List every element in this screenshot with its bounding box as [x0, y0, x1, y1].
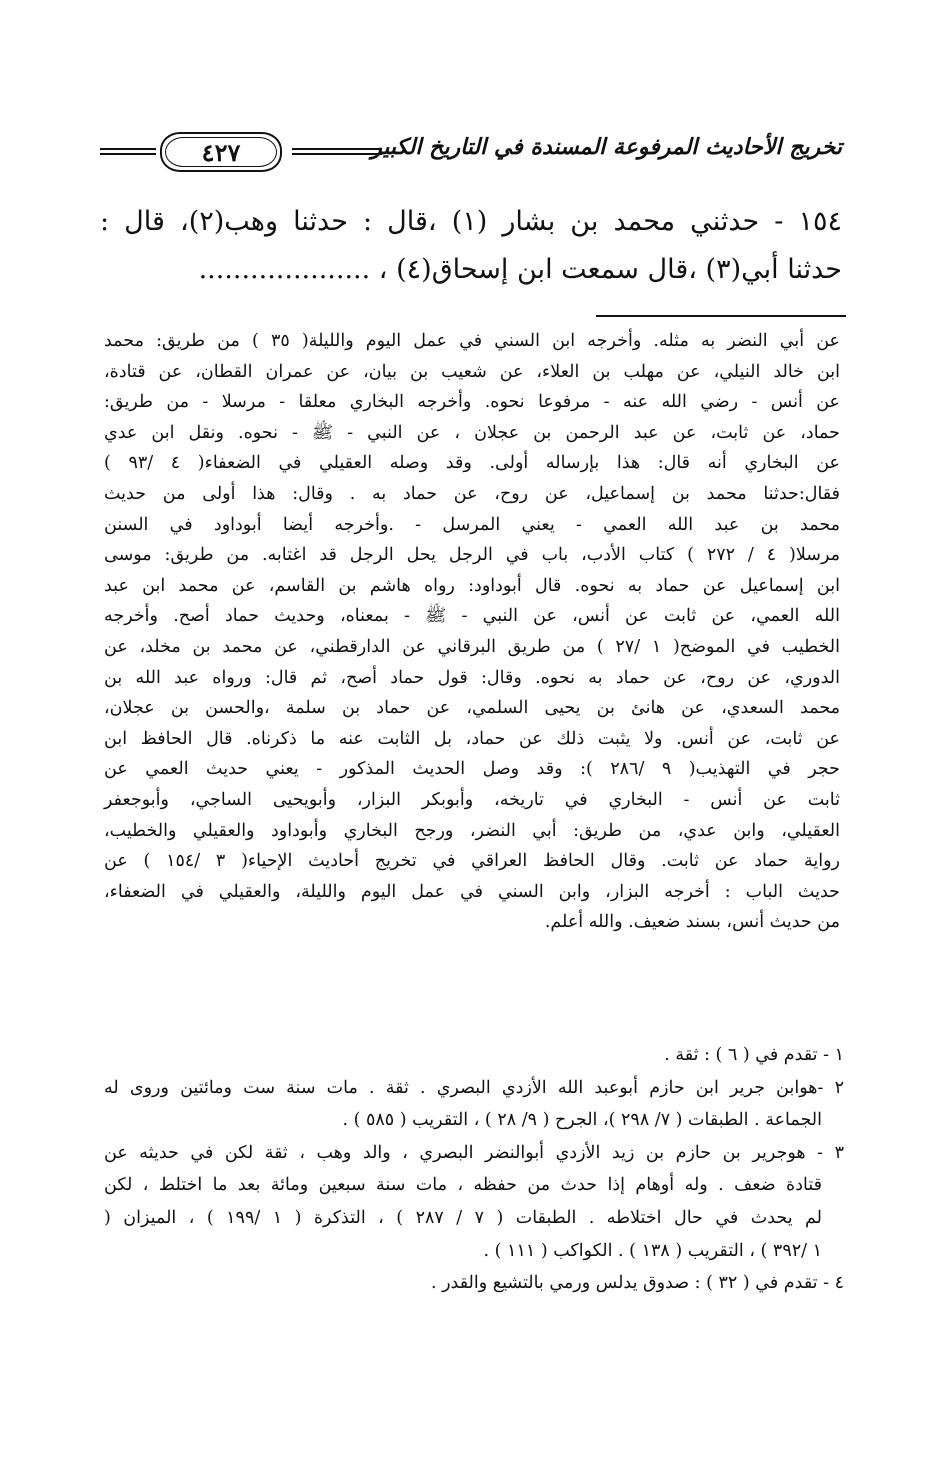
footnote-4 [104, 1267, 844, 1300]
footnote-line: الجماعة . الطبقات ( ٧/ ٢٩٨ )، الجرح ( ٩/ ٢٨ ) ، التقريب ( ٥٨٥ ) . [342, 1110, 822, 1131]
footnote-3 [104, 1137, 844, 1267]
hadith-line: ١٥٤ - حدثني محمد بن بشار (١) ،قال : حدثنا وهب(٢)، قال : [100, 206, 842, 237]
footnote-line: ١ - تقدم في ( ٦ ) : ثقة . [664, 1045, 844, 1065]
footnote-line: ١ /٣٩٢ ) ، التقريب ( ١٣٨ ) . الكواكب ( ١١١ ) . [483, 1240, 822, 1261]
commentary-line: عن البخاري أنه قال: هذا بإرساله أولى. وقد وصله العقيلي في الضعفاء( ٤ /٩٣ ) [104, 453, 840, 474]
commentary-line: الدوري، عن روح، عن حماد به نحوه. وقال: قول حماد أصح، ثم قال: ورواه عبد الله بن [104, 667, 840, 688]
commentary-line: ابن إسماعيل عن حماد به نحوه. قال أبوداود: رواه هاشم بن القاسم، عن محمد ابن عبد [104, 575, 840, 596]
commentary-line: مرسلا( ٤ / ٢٧٢ ) كتاب الأدب، باب في الرجل يحل الرجل قد اغتابه. من طريق: موسى [104, 545, 840, 566]
page-number-badge [160, 132, 282, 172]
running-title: تخريج الأحاديث المرفوعة المسندة في التاريخ الكبير [371, 134, 842, 160]
commentary-line: حديث الباب : أخرجه البزار، وابن السني في عمل اليوم والليلة، والعقيلي في الضعفاء، [104, 881, 840, 902]
footnote-line: ٢ -هوابن جرير ابن حازم أبوعبد الله الأزدي البصري . ثقة . مات سنة ست ومائتين وروى له [104, 1077, 844, 1098]
commentary-line: من حديث أنس، بسند ضعيف. والله أعلم. [544, 912, 840, 933]
footnote-line: ٤ - تقدم في ( ٣٢ ) : صدوق يدلس ورمي بالتشيع والقدر . [430, 1273, 844, 1294]
commentary-line: عن أبي النضر به مثله. وأخرجه ابن السني في عمل اليوم والليلة( ٣٥ ) من طريق: محمد [104, 331, 840, 351]
commentary-line: الله العمي، عن ثابت عن أنس، عن النبي - ﷺ - بمعناه، وحديث حماد أصح. وأخرجه [104, 606, 840, 627]
footnote-separator [596, 315, 846, 317]
commentary-block [104, 326, 840, 938]
commentary-line: حماد، عن ثابت، عن عبد الرحمن بن عجلان ، عن النبي - ﷺ - نحوه. ونقل ابن عدي [104, 422, 840, 443]
footnote-line: ٣ - هوجرير بن حازم بن زيد الأزدي أبوالنضر البصري ، والد وهب ، ثقة لكن في حديثه عن [104, 1142, 844, 1163]
commentary-line: رواية حماد عن ثابت. وقال الحافظ العراقي في تخريج أحاديث الإحياء( ٣ /١٥٤ ) عن [104, 851, 841, 872]
commentary-line: العقيلي، وابن عدي، من طريق: أبي النضر، ورجح البخاري وأبوداود والعقيلي والخطيب، [104, 820, 840, 841]
footnote-line: قتادة ضعف . وله أوهام إذا حدث من حفظه ، مات سنة سبعين ومائة بعد ما اختلط ، لكن [104, 1175, 822, 1196]
header-rule-right [292, 148, 382, 155]
commentary-line: محمد السعدي، عن هانئ بن يحيى السلمي، عن حماد بن سلمة ،والحسن بن عجلان، [104, 698, 840, 719]
commentary-line: عن أنس - رضي الله عنه - مرفوعا نحوه. وأخرجه البخاري معلقا - مرسلا - من طريق: [104, 392, 840, 413]
page-header [100, 128, 842, 178]
commentary-line: عن ثابت، عن أنس. ولا يثبت ذلك عن حماد، بل الثابت عنه ما ذكرناه. قال الحافظ ابن [104, 728, 840, 749]
footnote-2 [104, 1072, 844, 1137]
commentary-line: ثابت عن أنس - البخاري في تاريخه، وأبوبكر البزار، وأبويحيى الساجي، وأبوجعفر [104, 789, 840, 810]
footnotes [104, 1039, 844, 1300]
hadith-text [100, 198, 842, 294]
footnote-line: لم يحدث في حال اختلاطه . الطبقات ( ٧ / ٢٨٧ ) ، التذكرة ( ١ /١٩٩ ) ، الميزان ( [104, 1207, 823, 1228]
commentary-line: حجر في التهذيب( ٩ /٢٨٦ ): وقد وصل الحديث المذكور - يعني حديث العمي عن [104, 759, 840, 780]
footnote-1 [104, 1039, 844, 1072]
header-rule-left [100, 148, 156, 155]
commentary-line: محمد بن عبد الله العمي - يعني المرسل - .وأخرجه أيضا أبوداود في السنن [104, 514, 840, 535]
commentary-line: الخطيب في الموضح( ١ /٢٧ ) من طريق البرقاني عن الدارقطني، عن محمد بن مخلد، عن [104, 636, 840, 657]
page-number: ٤٢٧ [201, 137, 241, 167]
hadith-line: حدثنا أبي(٣) ،قال سمعت ابن إسحاق(٤) ، .................... [198, 254, 842, 285]
commentary-line: فقال:حدثنا محمد بن إسماعيل، عن روح، عن حماد به . وقال: هذا أولى من حديث [104, 483, 840, 504]
commentary-line: ابن خالد النيلي، عن مهلب بن العلاء، عن شعيب بن بيان، عن عمران القطان، عن قتادة، [104, 361, 840, 382]
